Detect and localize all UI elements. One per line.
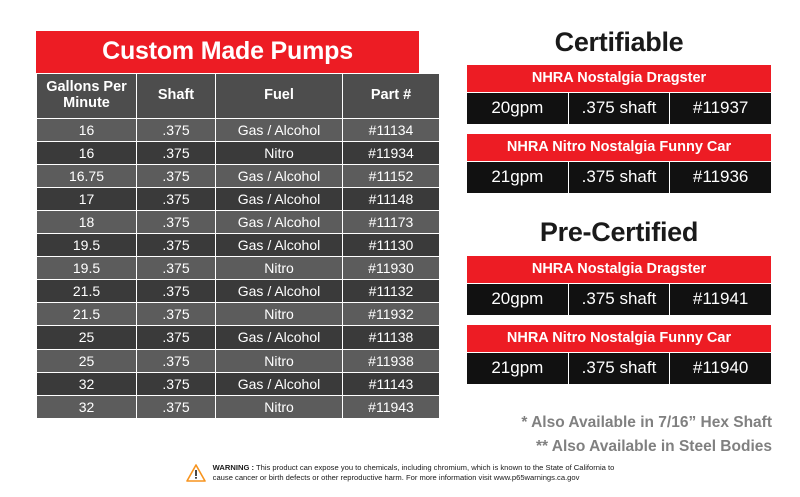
table-row xyxy=(37,395,440,418)
cell-shaft: .375 xyxy=(137,349,216,372)
cell-shaft: .375 xyxy=(137,187,216,210)
cert-header-label: NHRA Nostalgia Dragster xyxy=(467,65,772,93)
warning-line1: This product can expose you to chemicals, including chromium, which is known to the State of California to xyxy=(254,462,615,472)
cert-cell-shaft: .375 shaft xyxy=(568,93,670,125)
cell-part: #11132 xyxy=(343,280,440,303)
cell-gpm: 32 xyxy=(37,395,137,418)
cell-fuel: Nitro xyxy=(216,257,343,280)
cell-gpm: 16.75 xyxy=(37,164,137,187)
cert-value-row xyxy=(467,352,772,384)
warning-text xyxy=(213,463,615,484)
cert-header-label: NHRA Nitro Nostalgia Funny Car xyxy=(467,324,772,352)
cert-cell-gpm: 20gpm xyxy=(467,93,569,125)
cell-shaft: .375 xyxy=(137,118,216,141)
precertified-dragster-table xyxy=(466,255,772,316)
cell-shaft: .375 xyxy=(137,141,216,164)
cell-gpm: 25 xyxy=(37,349,137,372)
table-row xyxy=(37,303,440,326)
cell-gpm: 17 xyxy=(37,187,137,210)
cell-fuel: Nitro xyxy=(216,395,343,418)
table-row xyxy=(37,210,440,233)
note-steel-bodies: ** Also Available in Steel Bodies xyxy=(535,437,772,455)
cell-part: #11130 xyxy=(343,234,440,257)
cert-cell-part: #11940 xyxy=(670,352,772,384)
cell-gpm: 32 xyxy=(37,372,137,395)
cell-fuel: Gas / Alcohol xyxy=(216,187,343,210)
cell-fuel: Gas / Alcohol xyxy=(216,372,343,395)
cell-shaft: .375 xyxy=(137,257,216,280)
cell-part: #11138 xyxy=(343,326,440,349)
table-header-row xyxy=(37,74,440,118)
warning-line2: cause cancer or birth defects or other reproductive harm. For more information visit www.p65warnings.ca.gov xyxy=(212,472,580,482)
cell-fuel: Nitro xyxy=(216,303,343,326)
cert-cell-shaft: .375 shaft xyxy=(568,352,670,384)
custom-made-pumps-panel xyxy=(36,31,419,419)
cell-fuel: Gas / Alcohol xyxy=(216,326,343,349)
cell-part: #11932 xyxy=(343,303,440,326)
cell-shaft: .375 xyxy=(137,280,216,303)
cell-shaft: .375 xyxy=(137,164,216,187)
cert-cell-shaft: .375 shaft xyxy=(568,283,670,315)
table-row xyxy=(37,164,440,187)
cell-part: #11152 xyxy=(343,164,440,187)
cert-header-row xyxy=(467,324,772,352)
table-row xyxy=(37,141,440,164)
cell-fuel: Nitro xyxy=(216,141,343,164)
cell-part: #11934 xyxy=(343,141,440,164)
table-row xyxy=(37,349,440,372)
cell-shaft: .375 xyxy=(137,210,216,233)
cell-gpm: 25 xyxy=(37,326,137,349)
section-heading-pre-certified: Pre-Certified xyxy=(539,217,699,248)
cell-part: #11134 xyxy=(343,118,440,141)
cell-gpm: 19.5 xyxy=(37,257,137,280)
cell-part: #11173 xyxy=(343,210,440,233)
cell-part: #11930 xyxy=(343,257,440,280)
certification-panel xyxy=(466,28,772,459)
cert-cell-shaft: .375 shaft xyxy=(568,162,670,194)
warning-triangle-icon xyxy=(186,464,206,482)
page-title: Custom Made Pumps xyxy=(36,31,419,73)
prop65-warning xyxy=(0,463,800,484)
table-row xyxy=(37,257,440,280)
column-header-part: Part # xyxy=(343,74,440,118)
cell-gpm: 21.5 xyxy=(37,280,137,303)
cell-gpm: 18 xyxy=(37,210,137,233)
certifiable-funnycar-table xyxy=(466,133,772,194)
section-heading-certifiable: Certifiable xyxy=(554,27,684,57)
column-header-gpm: Gallons Per Minute xyxy=(37,74,137,118)
column-header-shaft: Shaft xyxy=(137,74,216,118)
cert-cell-gpm: 21gpm xyxy=(467,162,569,194)
cell-fuel: Gas / Alcohol xyxy=(216,280,343,303)
precertified-funnycar-table xyxy=(466,324,772,385)
cell-fuel: Gas / Alcohol xyxy=(216,210,343,233)
cell-fuel: Gas / Alcohol xyxy=(216,118,343,141)
cell-gpm: 21.5 xyxy=(37,303,137,326)
cell-part: #11143 xyxy=(343,372,440,395)
note-hex-shaft: * Also Available in 7/16” Hex Shaft xyxy=(521,413,772,431)
cell-fuel: Nitro xyxy=(216,349,343,372)
cell-gpm: 19.5 xyxy=(37,234,137,257)
cell-gpm: 16 xyxy=(37,141,137,164)
cell-fuel: Gas / Alcohol xyxy=(216,234,343,257)
cell-part: #11943 xyxy=(343,395,440,418)
cert-header-row xyxy=(467,255,772,283)
table-row xyxy=(37,234,440,257)
certifiable-dragster-table xyxy=(466,64,772,125)
cert-value-row xyxy=(467,162,772,194)
column-header-fuel: Fuel xyxy=(216,74,343,118)
cert-cell-gpm: 21gpm xyxy=(467,352,569,384)
cell-shaft: .375 xyxy=(137,326,216,349)
cert-cell-gpm: 20gpm xyxy=(467,283,569,315)
cell-part: #11938 xyxy=(343,349,440,372)
table-row xyxy=(37,280,440,303)
cert-cell-part: #11937 xyxy=(670,93,772,125)
cell-shaft: .375 xyxy=(137,395,216,418)
cert-header-row xyxy=(467,65,772,93)
cert-value-row xyxy=(467,283,772,315)
cell-shaft: .375 xyxy=(137,234,216,257)
cell-shaft: .375 xyxy=(137,372,216,395)
cert-header-label: NHRA Nitro Nostalgia Funny Car xyxy=(467,134,772,162)
availability-notes xyxy=(466,411,772,459)
cert-cell-part: #11936 xyxy=(670,162,772,194)
warning-label: WARNING : xyxy=(212,462,254,472)
table-row xyxy=(37,372,440,395)
cell-shaft: .375 xyxy=(137,303,216,326)
cert-header-label: NHRA Nostalgia Dragster xyxy=(467,255,772,283)
table-row xyxy=(37,326,440,349)
table-row xyxy=(37,118,440,141)
cell-part: #11148 xyxy=(343,187,440,210)
cert-header-row xyxy=(467,134,772,162)
cert-cell-part: #11941 xyxy=(670,283,772,315)
table-row xyxy=(37,187,440,210)
cert-value-row xyxy=(467,93,772,125)
cell-gpm: 16 xyxy=(37,118,137,141)
pump-table xyxy=(36,73,440,419)
cell-fuel: Gas / Alcohol xyxy=(216,164,343,187)
